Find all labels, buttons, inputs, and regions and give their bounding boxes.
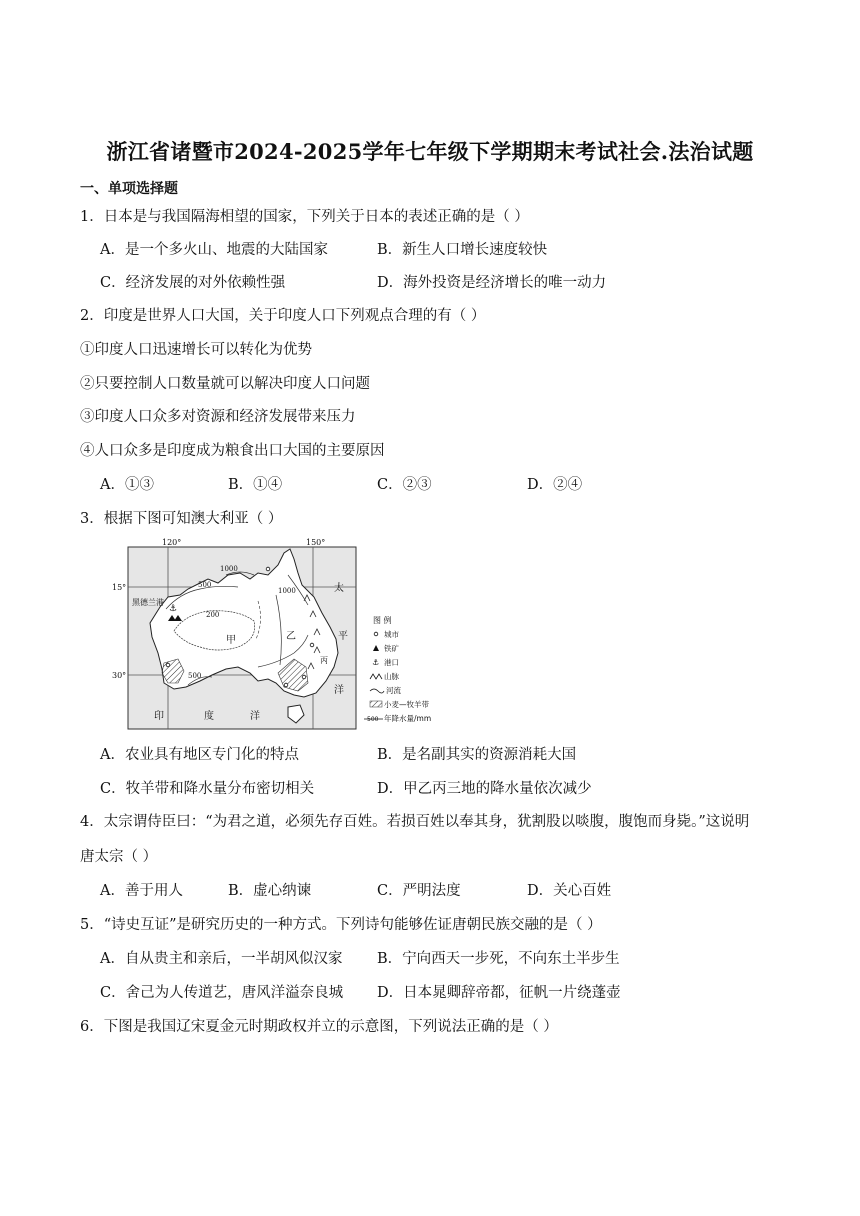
sea-yang-label: 洋 — [334, 685, 344, 696]
legend-rain-label: 年降水量/mm — [384, 714, 432, 723]
port-name-label: 黑德兰港 — [132, 598, 164, 607]
region-bing-label: 丙 — [320, 656, 328, 665]
question-3-option-b: B．是名副其实的资源消耗大国 — [377, 747, 577, 763]
legend-river-icon — [370, 689, 384, 693]
legend-title: 图 例 — [373, 616, 392, 625]
question-4-option-b: B．虚心纳谏 — [228, 883, 312, 899]
question-2-statement-2: ②只要控制人口数量就可以解决印度人口问题 — [80, 376, 370, 392]
sea-ping-label: 平 — [338, 631, 348, 642]
legend-iron-label: 铁矿 — [384, 644, 399, 653]
port-anchor: ⚓ — [168, 604, 178, 614]
lon-150-label: 150° — [306, 538, 326, 547]
question-2-option-d: D．②④ — [527, 477, 583, 493]
question-2-statement-3: ③印度人口众多对资源和经济发展带来压力 — [80, 409, 356, 425]
question-2-option-b: B．①④ — [228, 477, 283, 493]
ocean-du-label: 度 — [204, 711, 214, 722]
isohyet-500-label: 500 — [198, 581, 212, 589]
question-4-option-a: A．善于用人 — [100, 883, 183, 899]
isohyet-1000-east-label: 1000 — [278, 587, 296, 595]
question-3-option-d: D．甲乙丙三地的降水量依次减少 — [377, 781, 592, 797]
question-3-stem: 3．根据下图可知澳大利亚（ ） — [80, 511, 283, 527]
legend-port-icon: ⚓ — [372, 658, 380, 667]
legend-port-label: 港口 — [384, 658, 399, 667]
question-4-option-d: D．关心百姓 — [527, 883, 612, 899]
question-3-option-c: C．牧羊带和降水量分布密切相关 — [100, 781, 315, 797]
map-legend — [364, 615, 431, 723]
legend-river-label: 河流 — [386, 686, 401, 695]
question-2-statement-4: ④人口众多是印度成为粮食出口大国的主要原因 — [80, 443, 385, 459]
question-1-option-b: B．新生人口增长速度较快 — [377, 242, 548, 258]
question-5-stem: 5．“诗史互证”是研究历史的一种方式。下列诗句能够佐证唐朝民族交融的是（ ） — [80, 917, 602, 933]
legend-belt-icon — [370, 701, 382, 707]
question-2-statement-1: ①印度人口迅速增长可以转化为优势 — [80, 342, 312, 358]
isohyet-1000-label: 1000 — [220, 565, 238, 573]
ocean-yang-label: 洋 — [250, 711, 260, 722]
legend-iron-icon — [373, 645, 379, 651]
question-5-option-a: A．自从贵主和亲后，一半胡风似汉家 — [100, 951, 343, 967]
legend-city-label: 城市 — [384, 630, 399, 639]
question-4-stem-line-1: 4．太宗谓侍臣曰：“为君之道，必须先存百姓。若损百姓以奉其身，犹割股以啖腹，腹饱而身毙。”这说明 — [80, 814, 750, 830]
region-yi-label: 乙 — [286, 631, 296, 642]
ocean-yin-label: 印 — [154, 711, 164, 722]
question-6-stem: 6．下图是我国辽宋夏金元时期政权并立的示意图，下列说法正确的是（ ） — [80, 1019, 558, 1035]
question-2-option-c: C．②③ — [377, 477, 432, 493]
city-marker — [310, 643, 314, 647]
sea-tai-label: 太 — [334, 583, 344, 594]
lat-15-label: 15° — [112, 583, 127, 592]
question-4-stem-line-2: 唐太宗（ ） — [80, 849, 158, 865]
section-heading: 一、单项选择题 — [80, 181, 178, 197]
question-1-option-d: D．海外投资是经济增长的唯一动力 — [377, 275, 607, 291]
question-4-option-c: C．严明法度 — [377, 883, 461, 899]
question-5-option-d: D．日本晁卿辞帝都，征帆一片绕蓬壶 — [377, 985, 621, 1001]
australia-map — [108, 535, 458, 735]
legend-mountain-label: 山脉 — [384, 672, 399, 681]
legend-rain-value: 500 — [367, 716, 379, 723]
question-3-option-a: A．农业具有地区专门化的特点 — [100, 747, 299, 763]
lat-30-label: 30° — [112, 671, 127, 680]
lon-120-label: 120° — [162, 538, 182, 547]
question-1-option-c: C．经济发展的对外依赖性强 — [100, 275, 286, 291]
question-2-stem: 2．印度是世界人口大国，关于印度人口下列观点合理的有（ ） — [80, 308, 486, 324]
region-jia-label: 甲 — [226, 635, 236, 646]
legend-city-icon — [374, 632, 378, 636]
question-2-option-a: A．①③ — [100, 477, 154, 493]
legend-belt-label: 小麦—牧羊带 — [384, 700, 429, 709]
isohyet-500-south-label: 500 — [188, 672, 202, 680]
page-title: 浙江省诸暨市2024-2025学年七年级下学期期末考试社会.法治试题 — [106, 139, 754, 164]
city-marker — [266, 567, 270, 571]
question-5-option-c: C．舍己为人传道艺，唐风洋溢奈良城 — [100, 985, 344, 1001]
question-1-stem: 1．日本是与我国隔海相望的国家，下列关于日本的表述正确的是（ ） — [80, 209, 529, 225]
legend-mountain-icon — [370, 674, 382, 679]
city-marker — [284, 683, 288, 687]
city-marker — [166, 663, 170, 667]
isohyet-200-label: 200 — [206, 611, 220, 619]
city-marker — [302, 675, 306, 679]
question-1-option-a: A．是一个多火山、地震的大陆国家 — [100, 242, 328, 258]
question-5-option-b: B．宁向西天一步死，不向东土半步生 — [377, 951, 620, 967]
